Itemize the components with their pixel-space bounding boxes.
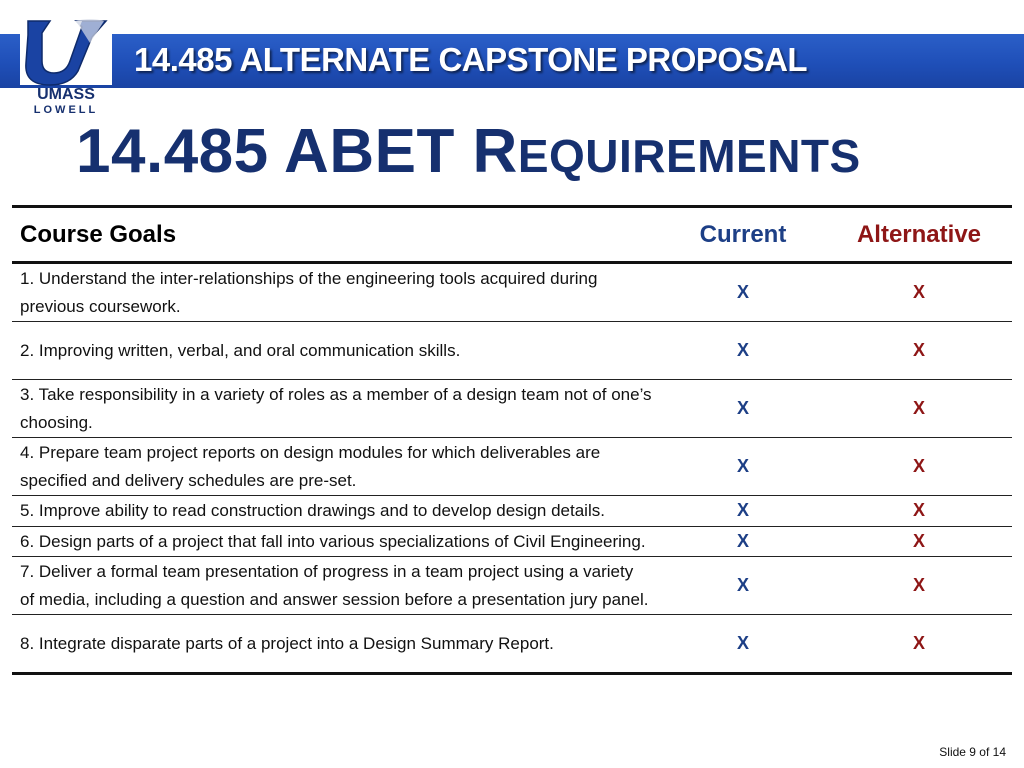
alternative-mark: X <box>826 380 1012 438</box>
goal-text: 8. Integrate disparate parts of a project into a Design Summary Report. <box>20 633 554 653</box>
course-goals-table <box>12 205 1012 675</box>
header-alternative: Alternative <box>826 207 1012 263</box>
alternative-mark: X <box>826 322 1012 380</box>
logo-text-umass: UMASS <box>37 86 95 103</box>
table-row <box>12 263 1012 322</box>
current-mark: X <box>660 496 826 527</box>
goal-text: 7. Deliver a formal team presentation of progress in a team project using a variety of media, including a question and answer session before a presentation jury panel. <box>12 557 660 615</box>
table-row <box>12 380 1012 438</box>
goal-text: 5. Improve ability to read construction drawings and to develop design details. <box>12 496 660 527</box>
alternative-mark: X <box>826 526 1012 557</box>
current-mark: X <box>660 557 826 615</box>
alternative-mark: X <box>826 438 1012 496</box>
alternative-mark: X <box>826 263 1012 322</box>
table-row <box>12 526 1012 557</box>
current-mark: X <box>660 380 826 438</box>
umass-lowell-logo <box>20 13 112 115</box>
slide-title-small-caps: EQUIREMENTS <box>517 130 861 182</box>
logo-text-lowell: LOWELL <box>33 104 99 115</box>
header-current: Current <box>660 207 826 263</box>
goal-text: 2. Improving written, verbal, and oral communication skills. <box>12 322 660 380</box>
table-row <box>12 496 1012 527</box>
current-mark: X <box>660 322 826 380</box>
header-course-goals: Course Goals <box>12 207 660 263</box>
goal-text: 4. Prepare team project reports on design modules for which deliverables are specified and delivery schedules are pre-set. <box>12 438 660 496</box>
slide-number: Slide 9 of 14 <box>939 745 1006 759</box>
alternative-mark: X <box>826 557 1012 615</box>
table-header-row <box>12 207 1012 263</box>
goal-text: 3. Take responsibility in a variety of roles as a member of a design team not of one’s choosing. <box>12 380 660 438</box>
goal-text: 1. Understand the inter-relationships of the engineering tools acquired during previous coursework. <box>12 263 660 322</box>
table-row <box>12 557 1012 615</box>
alternative-mark: X <box>826 496 1012 527</box>
header-title: 14.485 ALTERNATE CAPSTONE PROPOSAL <box>134 41 808 78</box>
table-row <box>12 322 1012 380</box>
table-row <box>12 615 1012 674</box>
current-mark: X <box>660 438 826 496</box>
table-row <box>12 438 1012 496</box>
slide-title-main: 14.485 ABET R <box>76 117 518 186</box>
current-mark: X <box>660 526 826 557</box>
current-mark: X <box>736 632 749 653</box>
alternative-mark: X <box>912 632 925 653</box>
goal-text: 6. Design parts of a project that fall into various specializations of Civil Engineering. <box>12 526 660 557</box>
slide-title <box>76 116 861 187</box>
current-mark: X <box>660 263 826 322</box>
